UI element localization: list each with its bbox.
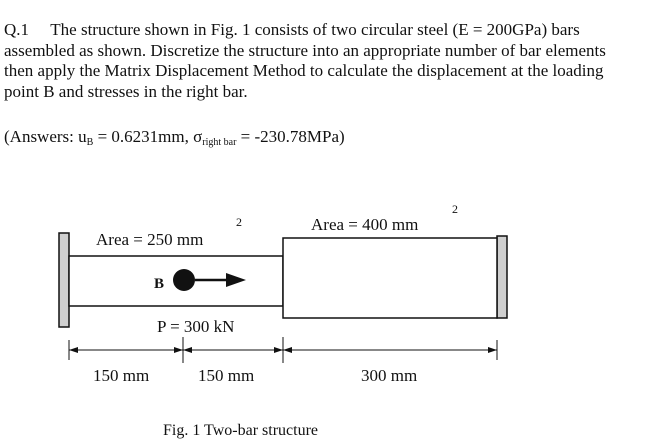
load-label: P = 300 kN — [157, 317, 235, 336]
dim-arrow — [488, 347, 497, 353]
dimension-label-2: 150 mm — [198, 366, 255, 385]
dim-arrow — [183, 347, 192, 353]
left-area-label: Area = 250 mm — [96, 230, 204, 249]
answers-sigma-subscript: right bar — [202, 137, 237, 148]
point-b-node — [173, 269, 195, 291]
dim-arrow — [174, 347, 183, 353]
answers-sigma-value: = -230.78MPa) — [236, 127, 345, 146]
right-area-exponent: 2 — [452, 202, 458, 216]
answers-u-subscript: B — [86, 137, 94, 148]
problem-line-3: then apply the Matrix Displacement Method to calculate the displacement at the loading — [4, 61, 604, 80]
dimension-label-1: 150 mm — [93, 366, 150, 385]
dim-arrow — [274, 347, 283, 353]
problem-line-4: point B and stresses in the right bar. — [4, 81, 248, 101]
dim-arrow — [69, 347, 78, 353]
dim-arrow — [283, 347, 292, 353]
problem-line-1-text: The structure shown in Fig. 1 consists of two circular steel (E = 200GPa) bars — [50, 20, 580, 39]
left-wall-support — [59, 233, 69, 327]
figure-caption: Fig. 1 Two-bar structure — [163, 422, 318, 439]
answers-u-value: = 0.6231mm, σ — [93, 127, 203, 146]
dimension-label-3: 300 mm — [361, 366, 418, 385]
point-b-label: B — [154, 276, 165, 292]
right-wall-support — [497, 236, 507, 318]
right-area-label: Area = 400 mm — [311, 215, 419, 234]
question-number: Q.1 — [4, 20, 30, 39]
answers-prefix: (Answers: u — [4, 127, 87, 146]
left-area-exponent: 2 — [236, 215, 242, 229]
problem-line-2: assembled as shown. Discretize the structure into an appropriate number of bar elements — [4, 40, 606, 60]
right-bar — [283, 238, 497, 318]
